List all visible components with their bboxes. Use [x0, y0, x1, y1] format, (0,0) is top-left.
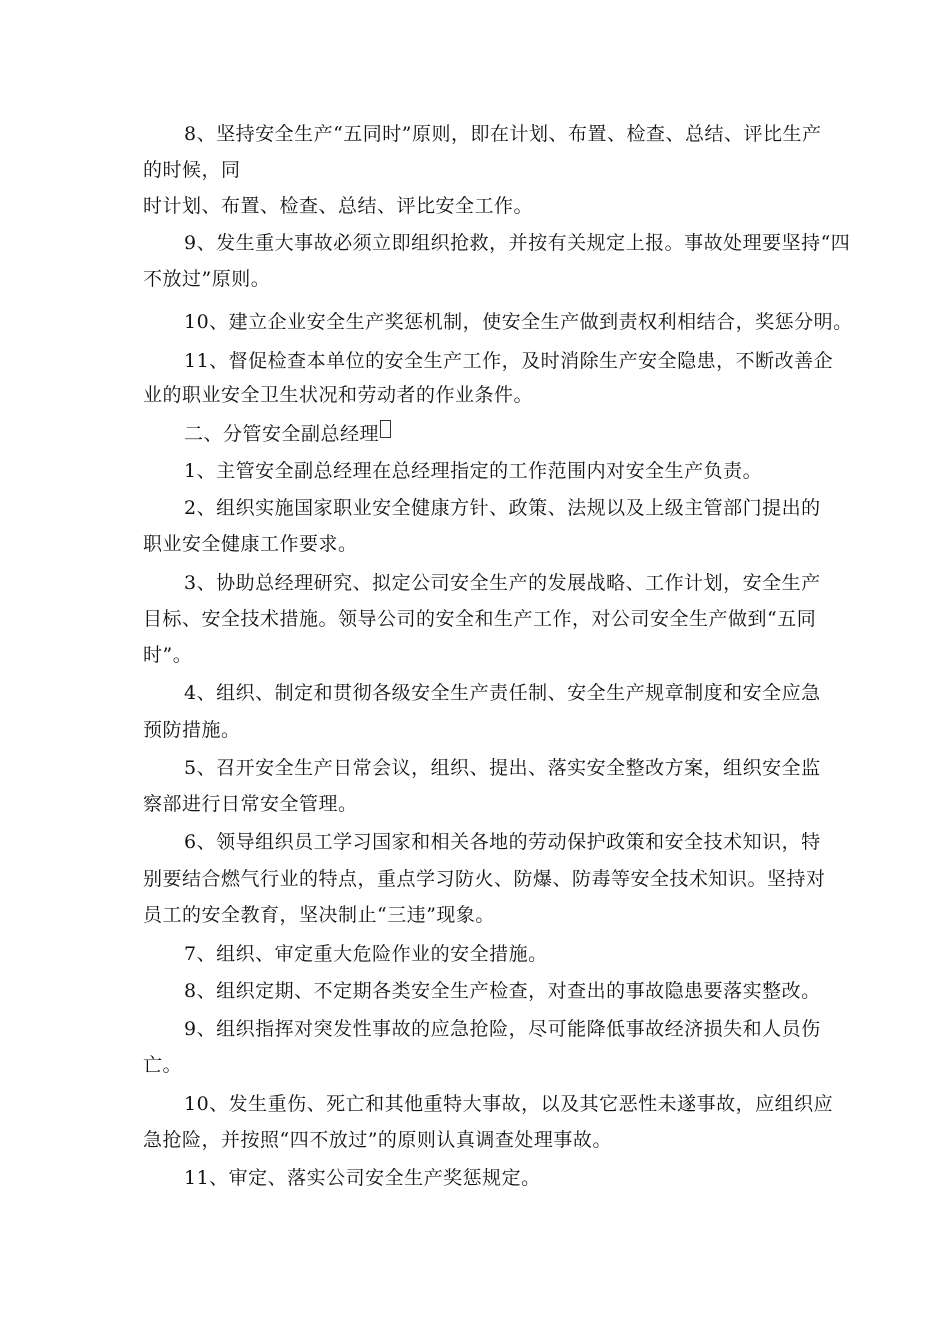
text-line: 4、组织、制定和贯彻各级安全生产责任制、安全生产规章制度和安全应急 [184, 682, 821, 704]
text-line: 11、督促检查本单位的安全生产工作，及时消除生产安全隐患，不断改善企 [184, 350, 834, 372]
text-line: 6、领导组织员工学习国家和相关各地的劳动保护政策和安全技术知识，特 [184, 831, 821, 853]
text-line: 时计划、布置、检查、总结、评比安全工作。 [143, 195, 534, 217]
text-line: 员工的安全教育，坚决制止“三违”现象。 [143, 904, 495, 926]
text-line: 10、建立企业安全生产奖惩机制，使安全生产做到责权利相结合，奖惩分明。 [184, 311, 853, 333]
text-line: 预防措施。 [143, 719, 241, 741]
text-line: 7、组织、审定重大危险作业的安全措施。 [184, 943, 548, 965]
text-line: 不放过”原则。 [143, 268, 271, 290]
text-line: 8、坚持安全生产“五同时”原则，即在计划、布置、检查、总结、评比生产 [184, 123, 822, 145]
text-line: 2、组织实施国家职业安全健康方针、政策、法规以及上级主管部门提出的 [184, 497, 821, 519]
text-line: 1、主管安全副总经理在总经理指定的工作范围内对安全生产负责。 [184, 460, 763, 482]
text-line: 别要结合燃气行业的特点，重点学习防火、防爆、防毒等安全技术知识。坚持对 [143, 868, 826, 890]
text-line: 11、审定、落实公司安全生产奖惩规定。 [184, 1167, 541, 1189]
text-line: 职业安全健康工作要求。 [143, 533, 358, 555]
text-line: 急抢险，并按照“四不放过”的原则认真调查处理事故。 [143, 1129, 612, 1151]
section-heading-text: 二、分管安全副总经理 [184, 423, 380, 445]
text-line: 察部进行日常安全管理。 [143, 793, 358, 815]
text-line: 9、组织指挥对突发性事故的应急抢险，尽可能降低事故经济损失和人员伤 [184, 1018, 821, 1040]
section-heading [184, 420, 391, 447]
text-line: 时”。 [143, 644, 193, 666]
text-line: 亡。 [143, 1054, 183, 1076]
text-line: 的时候，同 [143, 159, 241, 181]
missing-glyph-box-icon [380, 420, 391, 438]
text-line: 8、组织定期、不定期各类安全生产检查，对查出的事故隐患要落实整改。 [184, 980, 821, 1002]
text-line: 3、协助总经理研究、拟定公司安全生产的发展战略、工作计划，安全生产 [184, 572, 821, 594]
text-line: 9、发生重大事故必须立即组织抢救，并按有关规定上报。事故处理要坚持“四 [184, 232, 851, 254]
text-line: 5、召开安全生产日常会议，组织、提出、落实安全整改方案，组织安全监 [184, 757, 821, 779]
text-line: 业的职业安全卫生状况和劳动者的作业条件。 [143, 384, 534, 406]
text-line: 10、发生重伤、死亡和其他重特大事故，以及其它恶性未遂事故，应组织应 [184, 1093, 834, 1115]
text-line: 目标、安全技术措施。领导公司的安全和生产工作，对公司安全生产做到“五同 [143, 608, 817, 630]
